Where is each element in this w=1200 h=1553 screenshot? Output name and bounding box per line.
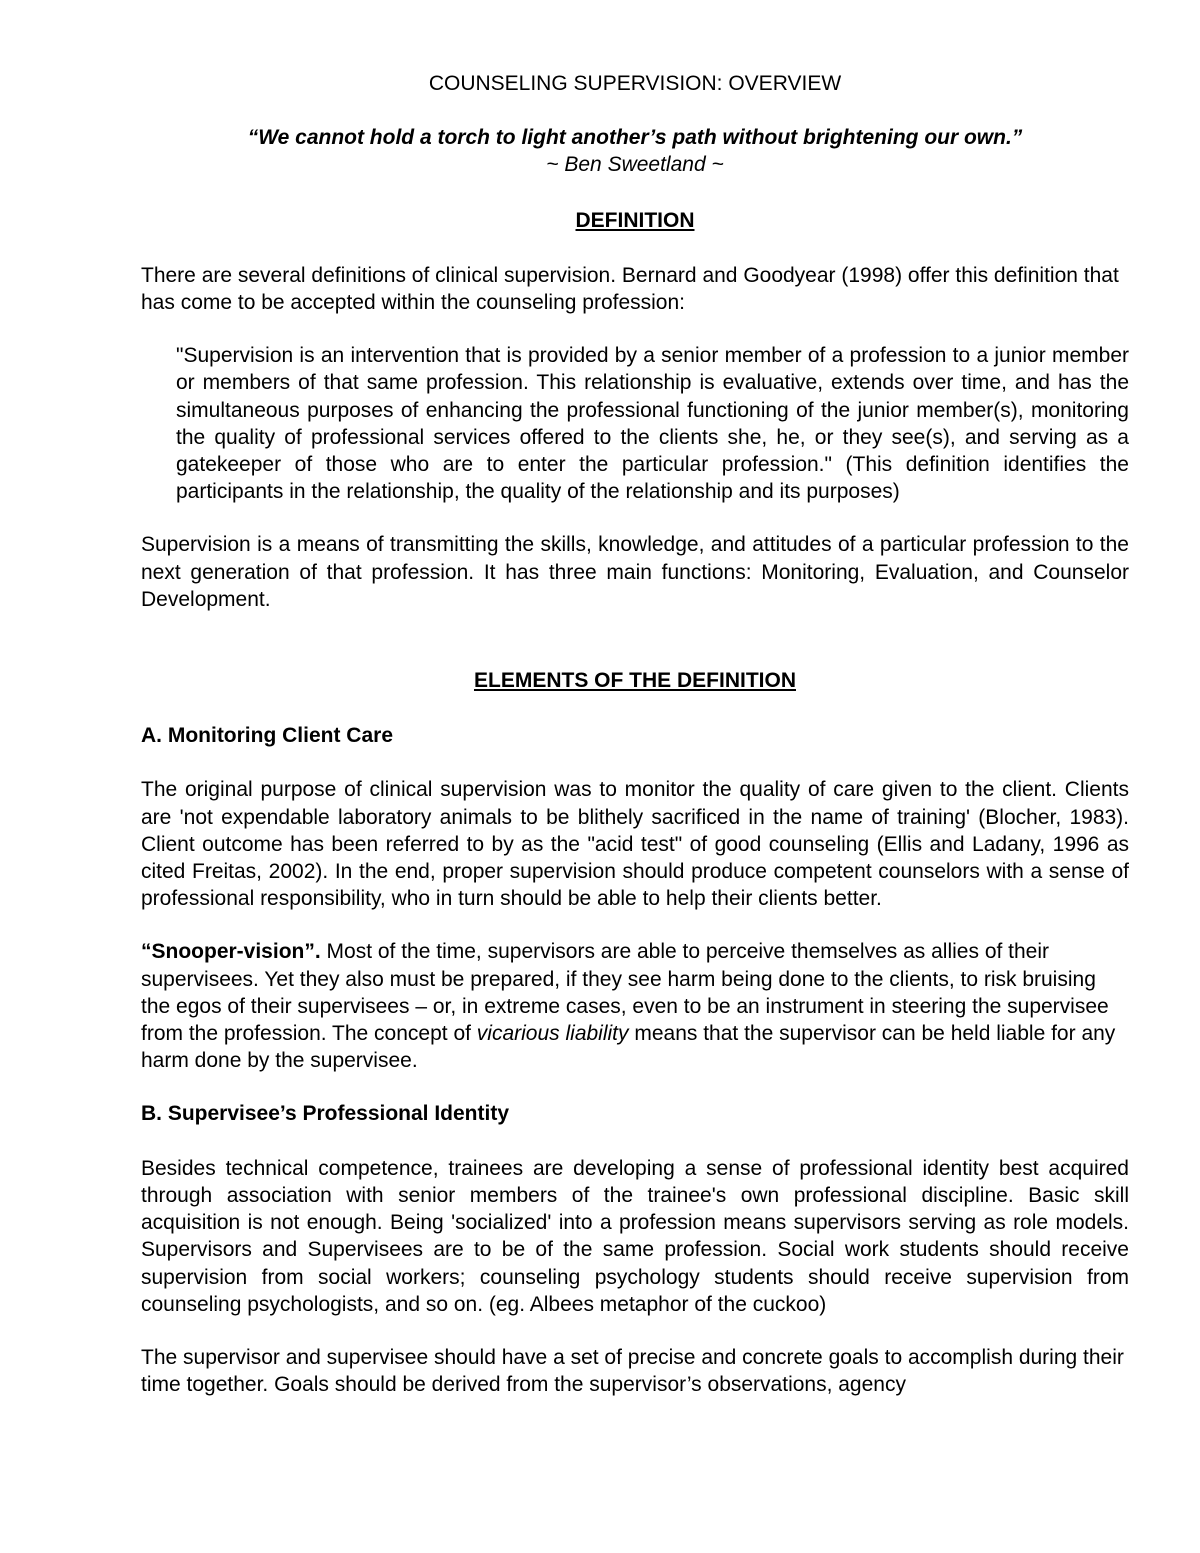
epigraph-quote: “We cannot hold a torch to light another’s path without brightening our own.”: [247, 126, 1023, 150]
section-a-paragraph: The original purpose of clinical supervision was to monitor the quality of care given to the client. Clients are 'not expendable laboratory animals to be blithely sacrificed in the name of training' (Blocher, 1983). Client outcome has been referred to by as the "acid test" of good counseling (Ellis and Ladany, 1996 as cited Freitas, 2002). In the end, proper supervision should produce competent counselors with a sense of professional responsibility, who in turn should be able to help their clients better.: [141, 778, 1129, 911]
snooper-vision-paragraph: [141, 938, 1129, 1074]
vicarious-liability-term: vicarious liability: [476, 1022, 629, 1046]
definition-intro: There are several definitions of clinical supervision. Bernard and Goodyear (1998) offer this definition that has come to be accepted within the counseling profession:: [141, 263, 1119, 315]
elements-heading: ELEMENTS OF THE DEFINITION: [473, 669, 796, 693]
snooper-vision-text-1: Most of the time, supervisors are able to perceive themselves as allies of their supervisees. Yet they also must be prepared, if they see harm being done to the clients, to risk bruising the egos of their supervisees – or, in extreme cases, even to be an instrument in steering the supervisee from the profession. The concept of: [141, 940, 1109, 1046]
section-b-paragraph-1: Besides technical competence, trainees are developing a sense of professional identity best acquired through association with senior members of the trainee's own professional discipline. Basic skill acquisition is not enough. Being 'socialized' into a profession means supervisors serving as role models. Supervisors and Supervisees are to be of the same profession. Social work students should receive supervision from social workers; counseling psychology students should receive supervision from counseling psychologists, and so on. (eg. Albees metaphor of the cuckoo): [141, 1156, 1129, 1316]
definition-blockquote: "Supervision is an intervention that is provided by a senior member of a profession to a junior member or members of that same profession. This relationship is evaluative, extends over time, and has the simultaneous purposes of enhancing the professional functioning of the junior member(s), monitoring the quality of professional services offered to the clients she, he, or they see(s), and serving as a gatekeeper of those who are to enter the particular profession." (This definition identifies the participants in the relationship, the quality of the relationship and its purposes): [176, 344, 1129, 504]
section-b-paragraph-2: The supervisor and supervisee should have a set of precise and concrete goals to accomplish during their time together. Goals should be derived from the supervisor’s observations, agency: [141, 1345, 1124, 1397]
document-title: COUNSELING SUPERVISION: OVERVIEW: [428, 72, 842, 95]
snooper-vision-text-2: means that the supervisor can be held liable for any harm done by the supervisee.: [141, 1022, 1116, 1073]
section-b-heading: B. Supervisee’s Professional Identity: [141, 1102, 510, 1126]
document-page: [141, 70, 1129, 1424]
epigraph-attribution: ~ Ben Sweetland ~: [546, 153, 724, 177]
definition-summary: Supervision is a means of transmitting the skills, knowledge, and attitudes of a particular profession to the next generation of that profession. It has three main functions: Monitoring, Evaluation, and Counselor Development.: [141, 533, 1129, 611]
snooper-vision-lead: “Snooper-vision”.: [141, 940, 321, 964]
section-a-heading: A. Monitoring Client Care: [141, 724, 393, 748]
definition-heading: DEFINITION: [575, 208, 695, 232]
